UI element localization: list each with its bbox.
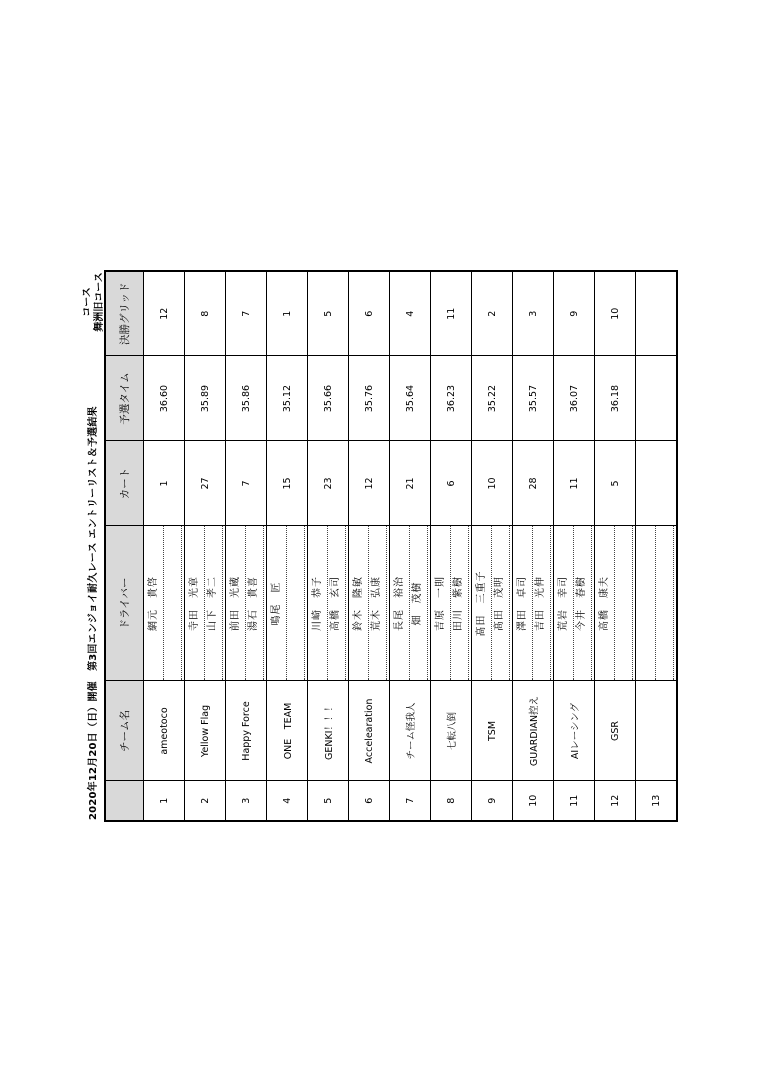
driver-name — [164, 527, 182, 681]
qualifying-time: 36.18 — [595, 356, 636, 441]
driver-cell — [349, 526, 390, 681]
driver-name: 鳴尾 匠 — [269, 527, 287, 681]
qualifying-time — [636, 356, 678, 441]
row-number: 1 — [144, 781, 185, 821]
driver-name — [287, 527, 305, 681]
final-grid: 5 — [308, 271, 349, 356]
row-number: 9 — [472, 781, 513, 821]
table-row — [349, 271, 390, 821]
row-number: 7 — [390, 781, 431, 821]
table-row — [636, 271, 678, 821]
driver-cell — [554, 526, 595, 681]
team-name: Accelearation — [349, 681, 390, 781]
row-number: 11 — [554, 781, 595, 821]
driver-name — [638, 527, 656, 681]
table-row — [513, 271, 554, 821]
driver-name: 今井 春樹 — [574, 527, 592, 681]
qualifying-time: 35.64 — [390, 356, 431, 441]
final-grid: 4 — [390, 271, 431, 356]
final-grid — [636, 271, 678, 356]
qualifying-time: 35.89 — [185, 356, 226, 441]
entry-table — [104, 270, 678, 822]
qualifying-time: 35.22 — [472, 356, 513, 441]
header-team: チーム名 — [105, 681, 144, 781]
driver-cell — [226, 526, 267, 681]
driver-name: 髙田 三重子 — [474, 527, 492, 681]
row-number: 2 — [185, 781, 226, 821]
driver-name: 川崎 恭子 — [310, 527, 328, 681]
kart-number: 27 — [185, 441, 226, 526]
final-grid: 3 — [513, 271, 554, 356]
header-row — [105, 271, 144, 821]
table-row — [431, 271, 472, 821]
team-name: ONE TEAM — [267, 681, 308, 781]
qualifying-time: 35.66 — [308, 356, 349, 441]
table-row — [595, 271, 636, 821]
row-number: 12 — [595, 781, 636, 821]
driver-name: 荒木 弘康 — [369, 527, 387, 681]
driver-name: 網元 貴啓 — [146, 527, 164, 681]
driver-name: 吉原 一則 — [433, 527, 451, 681]
kart-number: 5 — [595, 441, 636, 526]
row-number: 3 — [226, 781, 267, 821]
kart-number: 1 — [144, 441, 185, 526]
driver-name: 田川 紫樹 — [451, 527, 469, 681]
table-row — [308, 271, 349, 821]
driver-name: 高橋 玄司 — [328, 527, 346, 681]
driver-cell — [267, 526, 308, 681]
rotated-sheet — [82, 267, 696, 822]
kart-number: 7 — [226, 441, 267, 526]
table-row — [185, 271, 226, 821]
final-grid: 8 — [185, 271, 226, 356]
row-number: 10 — [513, 781, 554, 821]
course-label-line1: コース — [82, 287, 93, 317]
final-grid: 2 — [472, 271, 513, 356]
table-row — [390, 271, 431, 821]
driver-name: 寺田 光章 — [187, 527, 205, 681]
driver-name: 長尾 裕治 — [392, 527, 410, 681]
document-title: 2020年12月20日（日）開催 第3回エンジョイ耐久レース エントリーリスト＆予選結果 — [88, 406, 99, 820]
driver-name: 髙田 茂明 — [492, 527, 510, 681]
qualifying-time: 36.07 — [554, 356, 595, 441]
row-number: 13 — [636, 781, 678, 821]
header-grid: 決勝グリッド — [105, 271, 144, 356]
row-number: 6 — [349, 781, 390, 821]
table-row — [267, 271, 308, 821]
kart-number: 15 — [267, 441, 308, 526]
qualifying-time: 35.86 — [226, 356, 267, 441]
header-driver: ドライバー — [105, 526, 144, 681]
table-row — [226, 271, 267, 821]
team-name: ameotoco — [144, 681, 185, 781]
team-name: GUARDIAN控え — [513, 681, 554, 781]
kart-number — [636, 441, 678, 526]
driver-name: 鈴木 隆敏 — [351, 527, 369, 681]
driver-name: 山下 孝二 — [205, 527, 223, 681]
team-name: チーム怪我人 — [390, 681, 431, 781]
kart-number: 23 — [308, 441, 349, 526]
kart-number: 6 — [431, 441, 472, 526]
driver-cell — [595, 526, 636, 681]
final-grid: 1 — [267, 271, 308, 356]
team-name: AIレーシング — [554, 681, 595, 781]
driver-cell — [144, 526, 185, 681]
team-name: 七転八倒 — [431, 681, 472, 781]
driver-cell — [472, 526, 513, 681]
driver-cell — [390, 526, 431, 681]
driver-name: 吉田 光伸 — [533, 527, 551, 681]
team-name: Happy Force — [226, 681, 267, 781]
qualifying-time: 36.60 — [144, 356, 185, 441]
driver-cell — [308, 526, 349, 681]
final-grid: 9 — [554, 271, 595, 356]
course-label-line2: 舞洲旧コース — [94, 272, 105, 332]
driver-name — [656, 527, 674, 681]
final-grid: 7 — [226, 271, 267, 356]
kart-number: 10 — [472, 441, 513, 526]
table-row — [554, 271, 595, 821]
team-name: GSR — [595, 681, 636, 781]
team-name: GENKI！！！ — [308, 681, 349, 781]
row-number: 8 — [431, 781, 472, 821]
driver-cell — [513, 526, 554, 681]
final-grid: 12 — [144, 271, 185, 356]
final-grid: 10 — [595, 271, 636, 356]
final-grid: 11 — [431, 271, 472, 356]
header-time: 予選タイム — [105, 356, 144, 441]
qualifying-time: 35.12 — [267, 356, 308, 441]
driver-name: 湯石 貴喜 — [246, 527, 264, 681]
table-row — [144, 271, 185, 821]
table-row — [472, 271, 513, 821]
team-name: TSM — [472, 681, 513, 781]
driver-name: 高橋 康夫 — [597, 527, 615, 681]
driver-cell — [636, 526, 678, 681]
course-label — [82, 262, 106, 342]
kart-number: 12 — [349, 441, 390, 526]
driver-name — [615, 527, 633, 681]
row-number: 4 — [267, 781, 308, 821]
header-kart: カート — [105, 441, 144, 526]
qualifying-time: 36.23 — [431, 356, 472, 441]
driver-name: 畑 茂樹 — [410, 527, 428, 681]
driver-cell — [431, 526, 472, 681]
final-grid: 6 — [349, 271, 390, 356]
header-no — [105, 781, 144, 821]
team-name — [636, 681, 678, 781]
kart-number: 11 — [554, 441, 595, 526]
kart-number: 21 — [390, 441, 431, 526]
driver-name: 前田 光蔵 — [228, 527, 246, 681]
qualifying-time: 35.57 — [513, 356, 554, 441]
driver-name: 澤田 卓司 — [515, 527, 533, 681]
row-number: 5 — [308, 781, 349, 821]
qualifying-time: 35.76 — [349, 356, 390, 441]
driver-name: 荒岩 幸司 — [556, 527, 574, 681]
driver-cell — [185, 526, 226, 681]
team-name: Yellow Flag — [185, 681, 226, 781]
kart-number: 28 — [513, 441, 554, 526]
